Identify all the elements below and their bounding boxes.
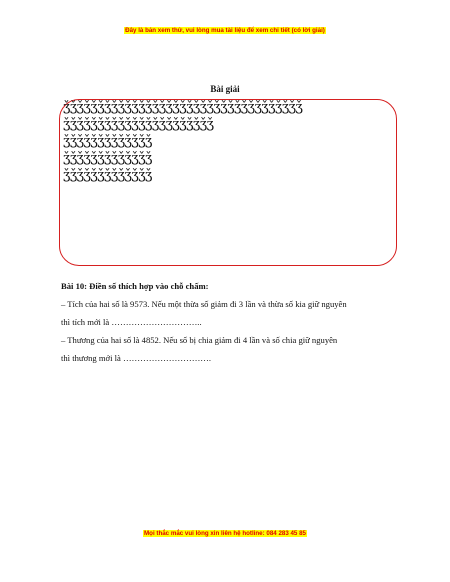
exercise-line: – Tích của hai số là 9573. Nếu một thừa số giảm đi 3 lần và thừa số kia giữ nguyên (61, 299, 347, 309)
hotline-text: Mọi thắc mắc vui lòng xin liên hệ hotline: 084 283 45 85 (144, 530, 306, 537)
exercise-line: thì thương mới là …………………………. (61, 353, 212, 363)
hotline-banner (0, 530, 450, 537)
answer-line: ǯǯǯǯǯǯǯǯǯǯǯǯǯǯǯǯǯǯǯǯǯǯǯǯǯǯǯǯǯǯǯǯǯǯǯ (63, 100, 303, 115)
exercise-line: – Thương của hai số là 4852. Nếu số bị chia giảm đi 4 lần và số chia giữ nguyên (61, 335, 338, 345)
answer-line: ǯǯǯǯǯǯǯǯǯǯǯǯǯ (63, 151, 152, 166)
answer-line: ǯǯǯǯǯǯǯǯǯǯǯǯǯ (63, 134, 152, 149)
exercise-line: thì tích mới là ………………………….. (61, 317, 202, 327)
answer-line: ǯǯǯǯǯǯǯǯǯǯǯǯǯ (63, 168, 152, 183)
exercise-title: Bài 10: Điền số thích hợp vào chỗ chấm: (61, 281, 209, 291)
solution-heading: Bài giải (210, 84, 240, 94)
preview-notice-text: Đây là bản xem thử, vui lòng mua tài liệu để xem chi tiết (có lời giải) (125, 27, 325, 34)
answer-lines (63, 99, 393, 184)
exercise-block (61, 277, 401, 367)
answer-line: ǯǯǯǯǯǯǯǯǯǯǯǯǯǯǯǯǯǯǯǯǯǯ (63, 117, 214, 132)
preview-notice-banner (0, 27, 450, 34)
